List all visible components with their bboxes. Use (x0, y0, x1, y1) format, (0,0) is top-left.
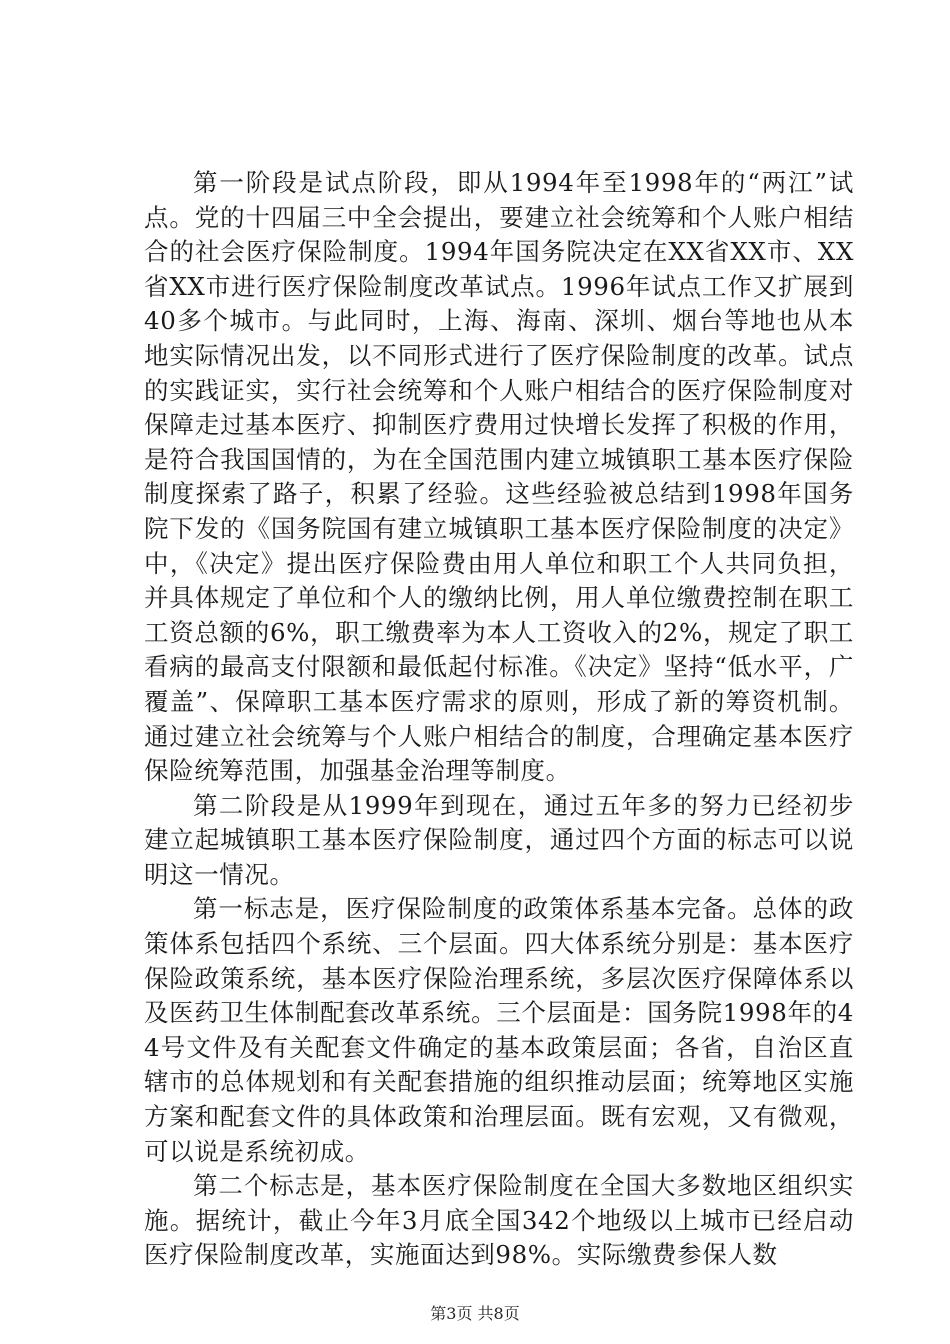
paragraph-second-indicator: 第二个标志是，基本医疗保险制度在全国大多数地区组织实施。据统计，截止今年3月底全国342个地级以上城市已经启动医疗保险制度改革，实施面达到98%。实际缴费参保人数 (144, 1171, 854, 1270)
paragraph-stage-two: 第二阶段是从1999年到现在，通过五年多的努力已经初步建立起城镇职工基本医疗保险制度，通过四个方面的标志可以说明这一情况。 (144, 790, 854, 889)
paragraph-stage-one: 第一阶段是试点阶段，即从1994年至1998年的“两江”试点。党的十四届三中全会提出，要建立社会统筹和个人账户相结合的社会医疗保险制度。1994年国务院决定在XX省XX市、XX省XX市进行医疗保险制度改革试点。1996年试点工作又扩展到40多个城市。与此同时，上海、海南、深圳、烟台等地也从本地实际情况出发，以不同形式进行了医疗保险制度的改革。试点的实践证实，实行社会统筹和个人账户相结合的医疗保险制度对保障走过基本医疗、抑制医疗费用过快增长发挥了积极的作用，是符合我国国情的，为在全国范围内建立城镇职工基本医疗保险制度探索了路子，积累了经验。这些经验被总结到1998年国务院下发的《国务院国有建立城镇职工基本医疗保险制度的决定》中，《决定》提出医疗保险费由用人单位和职工个人共同负担，并具体规定了单位和个人的缴纳比例，用人单位缴费控制在职工工资总额的6%，职工缴费率为本人工资收入的2%，规定了职工看病的最高支付限额和最低起付标准。《决定》坚持“低水平，广覆盖”、保障职工基本医疗需求的原则，形成了新的筹资机制。通过建立社会统筹与个人账户相结合的制度，合理确定基本医疗保险统筹范围，加强基金治理等制度。 (144, 168, 854, 786)
body-text (144, 166, 854, 1273)
page-number-footer: 第3页 共8页 (430, 1304, 520, 1323)
paragraph-first-indicator: 第一标志是，医疗保险制度的政策体系基本完备。总体的政策体系包括四个系统、三个层面。四大体系统分别是：基本医疗保险政策系统，基本医疗保险治理系统，多层次医疗保障体系以及医药卫生体制配套改革系统。三个层面是：国务院1998年的44号文件及有关配套文件确定的基本政策层面；各省，自治区直辖市的总体规划和有关配套措施的组织推动层面；统筹地区实施方案和配套文件的具体政策和治理层面。既有宏观，又有微观，可以说是系统初成。 (144, 894, 854, 1166)
